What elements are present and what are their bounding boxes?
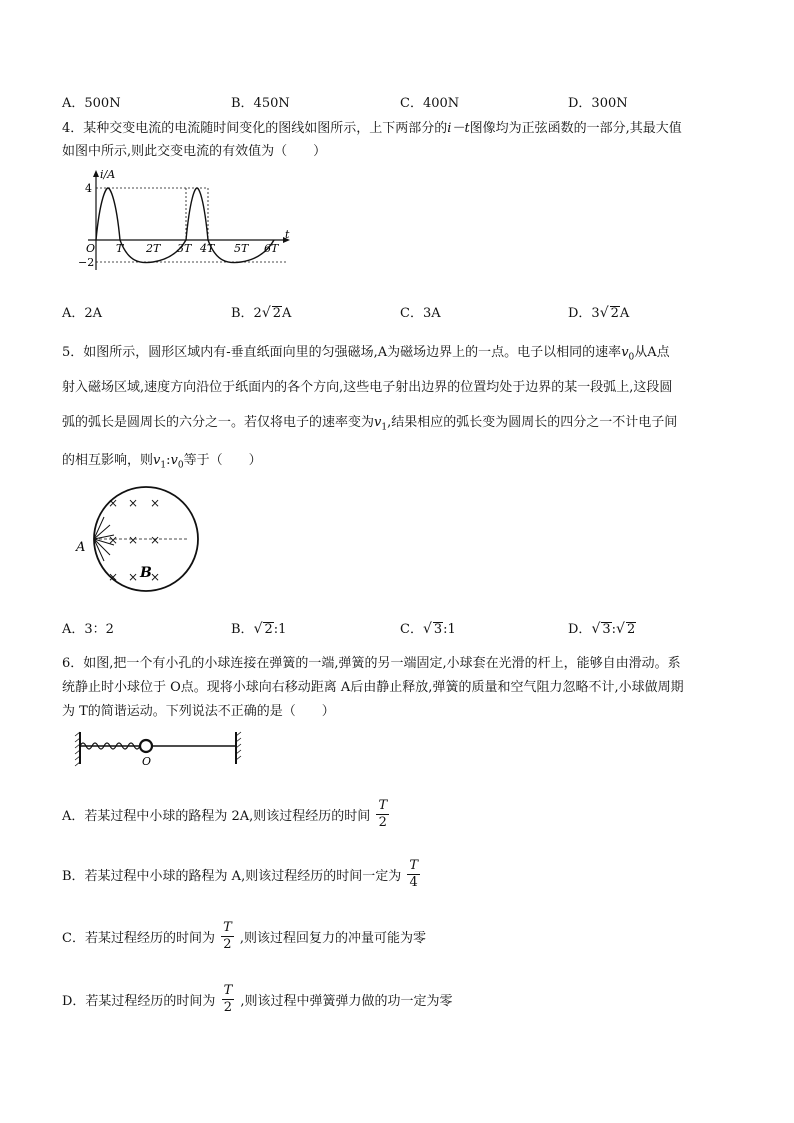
q4-option-a: A．2A xyxy=(62,306,103,321)
tick-6T: 6T xyxy=(264,242,279,255)
q6-option-b: B．若某过程中小球的路程为 A,则该过程经历的时间一定为 $\frac{T}{4}$ xyxy=(62,858,419,890)
tick-3T: 3T xyxy=(177,242,192,255)
q5-option-a: A．3：2 xyxy=(62,622,114,637)
y-top-label: 4 xyxy=(85,182,92,195)
tick-4T: 4T xyxy=(200,242,215,255)
y-bottom-label: −2 xyxy=(78,256,95,269)
q5-option-d: D．√ 3:√ 2 xyxy=(568,621,636,637)
q3-option-b: B．450N xyxy=(231,96,290,111)
q6-spring-figure xyxy=(74,730,246,768)
B-label: B xyxy=(140,565,152,581)
q4-option-d: D．3√ 2A xyxy=(568,305,630,321)
point-O-label: O xyxy=(142,755,152,768)
q5-stem-line4: 的相互影响，则$v_1:v_0$等于（ ） xyxy=(62,453,262,471)
q4-option-b: B．2√ 2A xyxy=(231,305,292,321)
tick-2T: 2T xyxy=(146,242,161,255)
field-crosses xyxy=(108,496,160,584)
ylabel: i/A xyxy=(100,168,116,181)
svg-text:×: × xyxy=(128,533,139,547)
svg-text:×: × xyxy=(150,570,161,584)
t-label: t xyxy=(285,228,290,241)
svg-text:×: × xyxy=(150,496,161,510)
q6-stem-line1: 6．如图,把一个有小孔的小球连接在弹簧的一端,弹簧的另一端固定,小球套在光滑的杆上，能够自由滑动。系 xyxy=(62,656,681,671)
q5-option-c: C．√ 3:1 xyxy=(400,621,456,637)
origin-label: O xyxy=(86,242,96,255)
ball xyxy=(140,740,152,752)
q5-stem-line3: 弧的弧长是圆周长的六分之一。若仅将电子的速率变为$v_1$,结果相应的弧长变为圆周长的四分之一不计电子间 xyxy=(62,415,678,433)
q3-option-d: D．300N xyxy=(568,96,628,111)
q4-current-graph xyxy=(76,168,296,276)
tick-T: T xyxy=(116,242,124,255)
q4-stem-line2: 如图中所示,则此交变电流的有效值为（ ） xyxy=(62,144,327,159)
q6-stem-line2: 统静止时小球位于 O点。现将小球向右移动距离 A后由静止释放,弹簧的质量和空气阻力忽略不计,小球做周期 xyxy=(62,680,684,695)
svg-text:×: × xyxy=(128,570,139,584)
q5-stem-line2: 射入磁场区域,速度方向沿位于纸面内的各个方向,这些电子射出边界的位置均处于边界的某一段弧上,这段圆 xyxy=(62,380,673,395)
tick-5T: 5T xyxy=(234,242,249,255)
q3-option-a: A．500N xyxy=(62,96,121,111)
svg-text:×: × xyxy=(150,533,161,547)
q5-option-b: B．√ 2:1 xyxy=(231,621,287,637)
q6-option-a: A．若某过程中小球的路程为 2A,则该过程经历的时间 $\frac{T}{2}$ xyxy=(62,798,388,830)
q5-magnetic-field-figure xyxy=(68,483,200,595)
svg-text:×: × xyxy=(108,533,119,547)
q4-stem-line1: 4．某种交变电流的电流随时间变化的图线如图所示，上下两部分的i－t图像均为正弦函数的一部分,其最大值 xyxy=(62,121,682,136)
point-A-label: A xyxy=(76,540,86,555)
y-axis-arrow xyxy=(93,170,99,177)
q3-option-c: C．400N xyxy=(400,96,460,111)
q6-option-d: D．若某过程经历的时间为 $\frac{T}{2}$ ,则该过程中弹簧弹力做的功一定为零 xyxy=(62,983,453,1015)
q6-stem-line3: 为 T的简谐运动。下列说法不正确的是（ ） xyxy=(62,704,335,719)
svg-text:×: × xyxy=(128,496,139,510)
svg-text:×: × xyxy=(108,496,119,510)
q5-stem-line1: 5．如图所示，圆形区域内有-垂直纸面向里的匀强磁场,A为磁场边界上的一点。电子以相同的速率$v_0$从A点 xyxy=(62,345,670,363)
svg-text:×: × xyxy=(108,570,119,584)
q6-option-c: C．若某过程经历的时间为 $\frac{T}{2}$ ,则该过程回复力的冲量可能为零 xyxy=(62,920,427,952)
q4-option-c: C．3A xyxy=(400,306,441,321)
